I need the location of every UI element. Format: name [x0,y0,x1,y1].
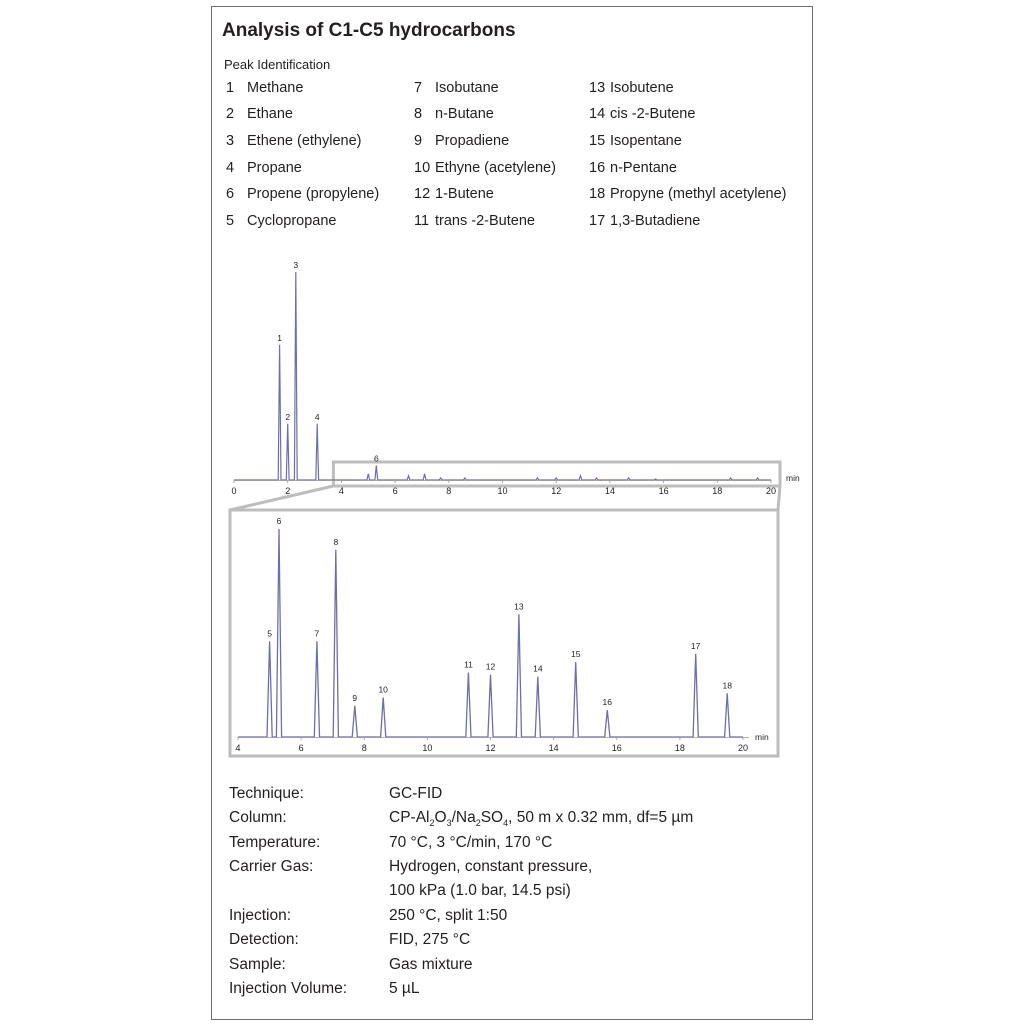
condition-label: Carrier Gas: [229,858,314,875]
condition-value: GC-FID [389,785,443,802]
peak-label: 11 [463,659,473,670]
peak-label: 9 [352,692,358,703]
condition-value: Gas mixture [389,956,473,973]
condition-label: Temperature: [229,834,321,851]
peak-number: 4 [226,160,235,176]
value-text: /Na [451,809,476,826]
compound-name: n-Butane [435,106,494,122]
x-axis-tick-label: 18 [674,743,685,753]
peak-number: 3 [226,133,235,149]
value-text: CP-Al [389,809,430,826]
peak-label: 16 [602,696,613,707]
peak-label: 4 [314,411,320,422]
peak-label: 3 [293,260,299,270]
peak-label: 1 [277,332,283,343]
subscript: 2 [475,818,481,829]
peak-label: 13 [514,601,524,612]
expanded-view-frame [230,510,778,756]
x-axis-tick-label: 10 [422,743,433,753]
zoom-region-box [333,462,780,486]
subscript: 2 [429,818,435,829]
peak-number: 7 [414,80,423,96]
compound-name: Ethane [247,106,293,122]
x-axis-tick-label: 8 [446,486,452,496]
x-axis-tick-label: 20 [737,743,749,753]
value-text: O [434,809,447,826]
compound-name: n-Pentane [610,160,677,176]
x-axis-unit-label: min [786,473,800,483]
compound-name: Ethene (ethylene) [247,133,362,149]
peak-number: 2 [226,106,235,122]
x-axis-tick-label: 18 [712,486,723,496]
expanded-chromatogram [235,516,768,753]
peak-label: 6 [276,516,282,526]
peak-number: 6 [226,186,235,202]
condition-value: 250 °C, split 1:50 [389,907,508,924]
value-text: , 50 m x 0.32 mm, df=5 µm [508,809,694,826]
peak-number: 5 [226,213,235,229]
peak-label: 10 [378,684,388,695]
compound-name: Cyclopropane [247,213,337,229]
x-axis-tick-label: 12 [485,743,496,753]
compound-name: 1-Butene [435,186,494,202]
compound-name: Propadiene [435,133,510,149]
condition-value [389,809,693,828]
zoom-connector-left [230,486,333,510]
peak-number: 8 [414,106,423,122]
peak-label: 15 [570,649,581,660]
subscript: 4 [503,818,509,829]
peak-number: 12 [414,186,431,202]
peak-identification-heading: Peak Identification [224,57,331,72]
chromatogram-trace [234,272,771,480]
peak-label: 12 [485,661,496,672]
zoom-connector-right [778,486,780,510]
x-axis-tick-label: 8 [361,743,367,753]
subscript: 3 [446,818,452,829]
compound-name: Propene (propylene) [247,186,380,202]
x-axis-tick-label: 6 [298,743,304,753]
compound-name: Propyne (methyl acetylene) [610,186,787,202]
x-axis-tick-label: 4 [235,743,241,753]
peak-label: 6 [373,453,379,464]
condition-label: Injection: [229,907,292,924]
compound-name: Isobutane [435,80,499,96]
x-axis-tick-label: 0 [231,486,237,496]
peak-label: 14 [533,663,543,674]
peak-number: 10 [414,160,431,176]
peak-number: 16 [589,160,606,176]
compound-name: Propane [247,160,302,176]
condition-label: Detection: [229,931,299,948]
x-axis-tick-label: 16 [658,486,669,496]
x-axis-tick-label: 16 [611,743,622,753]
x-axis-tick-label: 12 [551,486,562,496]
peak-label: 2 [285,411,291,422]
condition-value: Hydrogen, constant pressure, [389,858,593,875]
condition-label: Sample: [229,956,286,973]
compound-name: cis -2-Butene [610,106,696,122]
condition-value: FID, 275 °C [389,931,471,948]
peak-number: 1 [226,80,235,96]
compound-name: trans -2-Butene [435,213,535,229]
peak-number: 17 [589,213,606,229]
x-axis-tick-label: 6 [392,486,398,496]
compound-name: Methane [247,80,304,96]
peak-label: 18 [722,680,732,691]
x-axis-tick-label: 2 [285,486,291,496]
condition-value: 5 µL [389,980,420,997]
x-axis-tick-label: 14 [548,743,559,753]
peak-number: 15 [589,133,606,149]
peak-label: 7 [314,628,320,639]
peak-label: 5 [267,628,272,639]
value-text: SO [480,809,504,826]
condition-label: Injection Volume: [229,980,348,997]
condition-label: Technique: [229,785,304,802]
compound-name: Isobutene [610,80,674,96]
x-axis-tick-label: 14 [604,486,615,496]
x-axis-tick-label: 10 [497,486,508,496]
compound-name: Isopentane [610,133,682,149]
condition-label: Column: [229,809,287,826]
compound-name: 1,3-Butadiene [610,213,701,229]
x-axis-tick-label: 20 [765,486,777,496]
condition-value: 70 °C, 3 °C/min, 170 °C [389,834,553,851]
peak-label: 17 [690,640,701,651]
peak-number: 14 [589,106,606,122]
peak-number: 18 [589,186,606,202]
x-axis-tick-label: 4 [338,486,344,496]
x-axis-unit-label: min [755,732,769,742]
peak-label: 8 [333,536,339,547]
page-title: Analysis of C1-C5 hydrocarbons [222,20,516,41]
compound-name: Ethyne (acetylene) [435,160,556,176]
peak-number: 11 [414,213,430,229]
peak-number: 9 [414,133,423,149]
condition-value: 100 kPa (1.0 bar, 14.5 psi) [389,882,571,899]
peak-number: 13 [589,80,606,96]
